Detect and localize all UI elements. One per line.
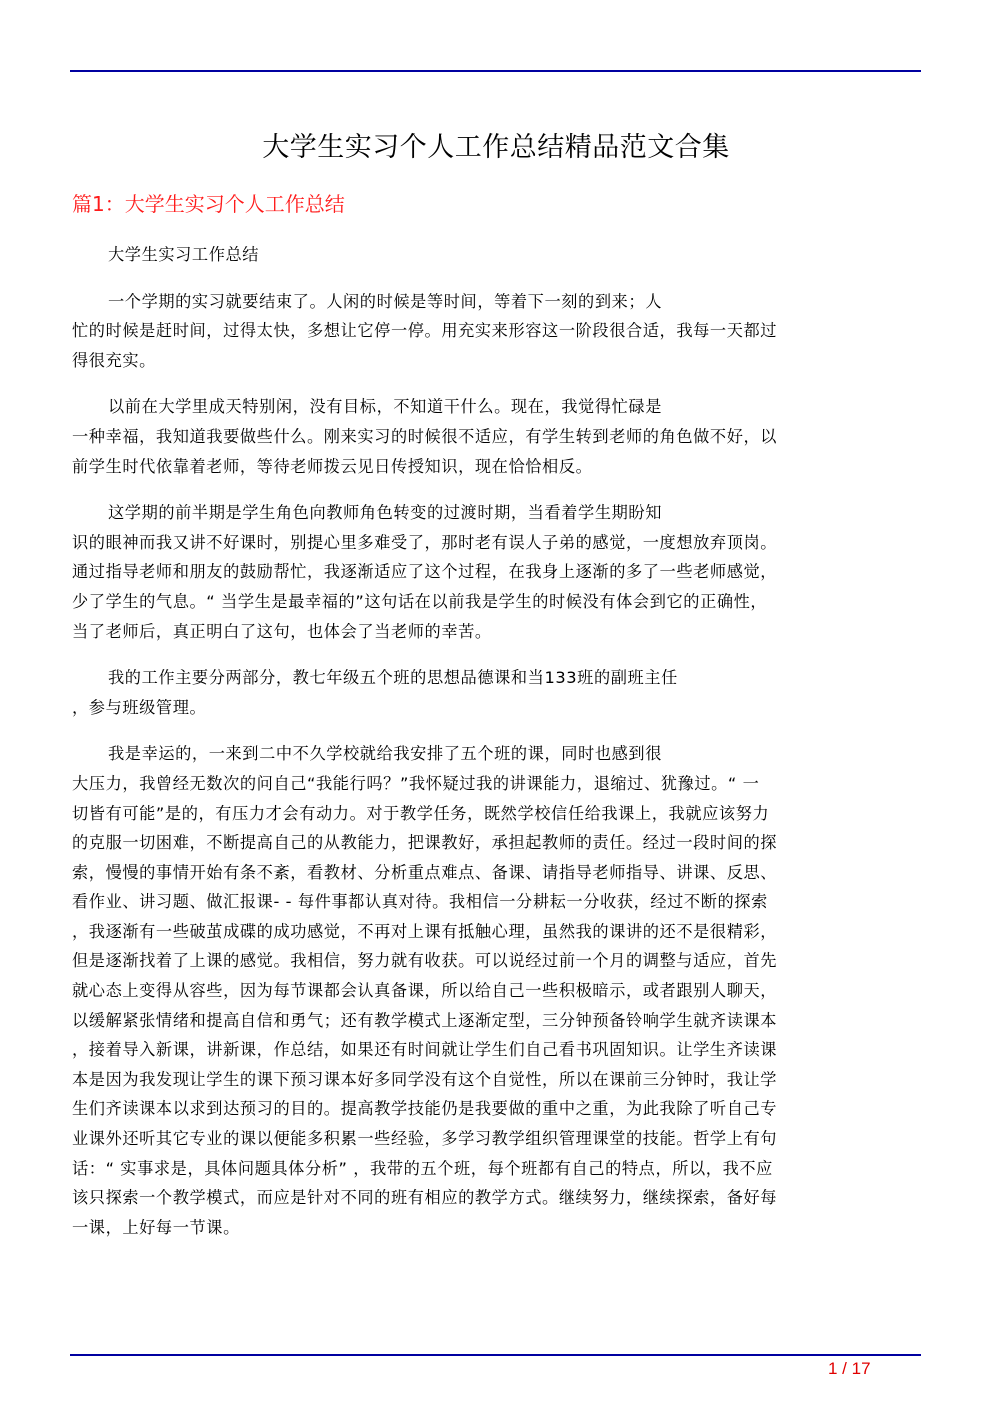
paragraph-3 bbox=[72, 498, 912, 646]
paragraph-4 bbox=[72, 663, 912, 722]
text-line: ，参与班级管理。 bbox=[72, 697, 207, 717]
footer-rule bbox=[70, 1354, 921, 1356]
text-line: 话：“ 实事求是，具体问题具体分析” ，我带的五个班，每个班都有自己的特点，所以，我不应 bbox=[72, 1158, 773, 1178]
text-line: 业课外还听其它专业的课以便能多积累一些经验，多学习教学组织管理课堂的技能。哲学上有句 bbox=[72, 1129, 778, 1149]
text-line: 一个学期的实习就要结束了。人闲的时候是等时间，等着下一刻的到来；人 bbox=[108, 291, 662, 311]
text-line: 我是幸运的，一来到二中不久学校就给我安排了五个班的课，同时也感到很 bbox=[108, 744, 662, 764]
header-rule bbox=[70, 70, 921, 72]
text-line: 切皆有可能”是的，有压力才会有动力。对于教学任务，既然学校信任给我课上，我就应该努力 bbox=[72, 803, 770, 823]
text-line: 就心态上变得从容些，因为每节课都会认真备课，所以给自己一些积极暗示，或者跟别人聊天， bbox=[72, 981, 778, 1001]
text-line: 识的眼神而我又讲不好课时，别提心里多难受了，那时老有误人子弟的感觉，一度想放弃顶岗。 bbox=[72, 532, 778, 552]
text-line: 当了老师后，真正明白了这句，也体会了当老师的幸苦。 bbox=[72, 621, 492, 641]
text-line: 少了学生的气息。“ 当学生是最幸福的”这句话在以前我是学生的时候没有体会到它的正确性， bbox=[72, 591, 768, 611]
text-line: 索，慢慢的事情开始有条不紊，看教材、分析重点难点、备课、请指导老师指导、讲课、反思、 bbox=[72, 862, 778, 882]
text-line: 本是因为我发现让学生的课下预习课本好多同学没有这个自觉性，所以在课前三分钟时，我让学 bbox=[72, 1069, 778, 1089]
text-line: 该只探索一个教学模式，而应是针对不同的班有相应的教学方式。继续努力，继续探索，备好每 bbox=[72, 1188, 778, 1208]
text-line: 我的工作主要分两部分，教七年级五个班的思想品德课和当133班的副班主任 bbox=[108, 668, 678, 688]
text-line: 得很充实。 bbox=[72, 350, 156, 370]
subtitle-paragraph bbox=[72, 240, 912, 270]
subtitle: 大学生实习工作总结 bbox=[108, 245, 260, 264]
text-line: 看作业、讲习题、做汇报课- - 每件事都认真对待。我相信一分耕耘一分收获，经过不断的探索 bbox=[72, 892, 768, 912]
text-line: 以前在大学里成天特别闲，没有目标，不知道干什么。现在，我觉得忙碌是 bbox=[108, 397, 662, 417]
text-line: 的克服一切困难，不断提高自己的从教能力，把课教好，承担起教师的责任。经过一段时间的探 bbox=[72, 833, 778, 853]
text-line: 以缓解紧张情绪和提高自信和勇气；还有教学模式上逐渐定型，三分钟预备铃响学生就齐读课本 bbox=[72, 1010, 778, 1030]
paragraph-1 bbox=[72, 287, 912, 376]
section-heading: 篇1：大学生实习个人工作总结 bbox=[72, 192, 345, 216]
text-line: 前学生时代依靠着老师，等待老师拨云见日传授知识，现在恰恰相反。 bbox=[72, 456, 593, 476]
text-line: 生们齐读课本以求到达预习的目的。提高教学技能仍是我要做的重中之重，为此我除了听自己专 bbox=[72, 1099, 778, 1119]
text-line: 这学期的前半期是学生角色向教师角色转变的过渡时期，当看着学生期盼知 bbox=[108, 503, 662, 523]
text-line: 但是逐渐找着了上课的感觉。我相信，努力就有收获。可以说经过前一个月的调整与适应，首先 bbox=[72, 951, 778, 971]
document-title: 大学生实习个人工作总结精品范文合集 bbox=[262, 132, 730, 163]
text-line: 一种幸福，我知道我要做些什么。刚来实习的时候很不适应，有学生转到老师的角色做不好，以 bbox=[72, 426, 778, 446]
text-line: 通过指导老师和朋友的鼓励帮忙，我逐渐适应了这个过程，在我身上逐渐的多了一些老师感觉， bbox=[72, 562, 778, 582]
text-line: 大压力，我曾经无数次的问自己“我能行吗？”我怀疑过我的讲课能力，退缩过、犹豫过。“ 一 bbox=[72, 773, 760, 793]
document-body bbox=[72, 240, 912, 1259]
paragraph-2 bbox=[72, 392, 912, 481]
text-line: 忙的时候是赶时间，过得太快，多想让它停一停。用充实来形容这一阶段很合适，我每一天都过 bbox=[72, 321, 778, 341]
text-line: 一课，上好每一节课。 bbox=[72, 1217, 240, 1237]
paragraph-5 bbox=[72, 739, 912, 1242]
page-indicator: 1 / 17 bbox=[828, 1359, 871, 1378]
text-line: ，接着导入新课，讲新课，作总结，如果还有时间就让学生们自己看书巩固知识。让学生齐读课 bbox=[72, 1040, 778, 1060]
text-line: ，我逐渐有一些破茧成碟的成功感觉，不再对上课有抵触心理，虽然我的课讲的还不是很精彩， bbox=[72, 921, 778, 941]
